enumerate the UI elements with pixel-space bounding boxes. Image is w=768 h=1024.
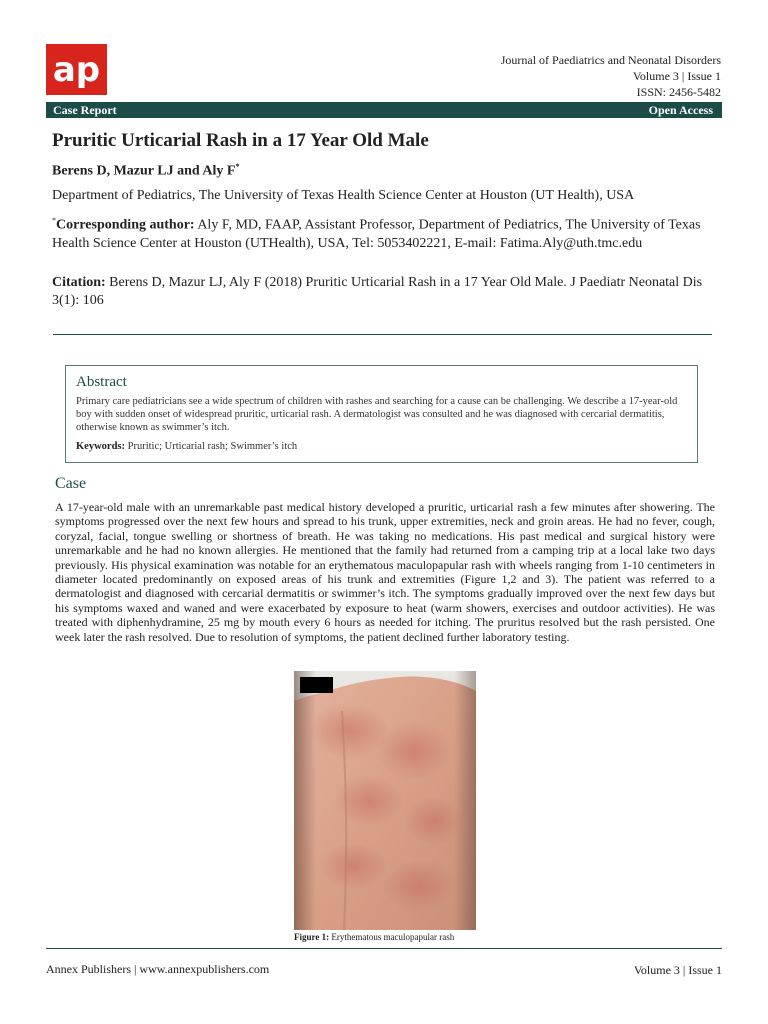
- citation-text: Berens D, Mazur LJ, Aly F (2018) Pruritic Urticarial Rash in a 17 Year Old Male. J Paediatr Neonatal Dis 3(1): 106: [52, 275, 703, 308]
- footer-volume-issue: Volume 3 | Issue 1: [633, 963, 722, 977]
- header-divider: [53, 334, 712, 335]
- journal-name: Journal of Paediatrics and Neonatal Disorders: [500, 53, 721, 67]
- abstract-text: Primary care pediatricians see a wide spectrum of children with rashes and searching for a cause can be challenging. We describe a 17-year-old boy with sudden onset of widespread pruritic, urticarial rash. A dermatologist was consulted and he was diagnosed with cercarial dermatitis, otherwise known as swimmer’s itch.: [76, 396, 678, 433]
- citation-label: Citation:: [52, 275, 106, 290]
- redaction-bar: [300, 677, 333, 693]
- article-type-bar: [46, 102, 722, 118]
- footer-divider: [46, 948, 722, 949]
- corr-label: Corresponding author:: [56, 217, 195, 233]
- journal-info: [501, 52, 721, 100]
- abstract-heading: Abstract: [76, 374, 127, 390]
- case-heading: Case: [55, 475, 87, 492]
- abstract-box: [65, 365, 698, 463]
- citation: [52, 274, 718, 310]
- article-title: Pruritic Urticarial Rash in a 17 Year Old Male: [52, 130, 429, 151]
- journal-issn: ISSN: 2456-5482: [636, 85, 721, 99]
- footer-publisher: Annex Publishers | www.annexpublishers.com: [46, 962, 270, 976]
- figure-1-image: [294, 671, 476, 930]
- patient-back-photo: [294, 671, 476, 930]
- annex-publishers-logo: [46, 44, 107, 95]
- ap-logo-icon: [46, 44, 107, 95]
- affiliation: Department of Pediatrics, The University of Texas Health Science Center at Houston (UT Health), USA: [52, 188, 635, 203]
- author-list: [52, 162, 239, 180]
- keywords-label: Keywords:: [76, 441, 125, 452]
- journal-volume-issue: Volume 3 | Issue 1: [632, 69, 721, 83]
- article-type-label: Case Report: [53, 103, 117, 117]
- figure-caption: [294, 932, 454, 942]
- authors-text: Berens D, Mazur LJ and Aly F: [52, 163, 236, 179]
- corresponding-author: [52, 212, 718, 253]
- figure-caption-text: Erythematous maculopapular rash: [329, 932, 455, 942]
- authors-marker: *: [235, 162, 240, 171]
- keywords: [76, 440, 687, 453]
- svg-text:ap: ap: [52, 50, 101, 90]
- keywords-text: Pruritic; Urticarial rash; Swimmer’s itch: [125, 441, 298, 452]
- figure-label: Figure 1:: [294, 932, 330, 942]
- open-access-label: Open Access: [648, 103, 713, 117]
- corr-text: Aly F, MD, FAAP, Assistant Professor, Department of Pediatrics, The University of Texas Health Science Center at Houston (UTHealth), USA, Tel: 5053402221, E-mail: Fatima.Aly@uth.tmc.edu: [52, 217, 701, 251]
- case-text: A 17-year-old male with an unremarkable past medical history developed a pruritic, urticarial rash a few minutes after showering. The symptoms progressed over the next few hours and spread to his trunk, upper extremities, neck and groin areas. He had no fever, cough, coryzal, facial, tongue swelling or shortness of breath. He was taking no medications. His past medical and surgical history were unremarkable and he had no known allergies. He mentioned that the family had returned from a camping trip at a local lake two days previously. His physical examination was notable for an erythematous maculopapular rash with wheels ranging from 1-10 centimeters in diameter located predominantly on exposed areas of his trunk and extremities (Figure 1,2 and 3). The patient was referred to a dermatologist and diagnosed with cercarial dermatitis or swimmer’s itch. The symptoms gradually improved over the next few days but his symptoms waxed and waned and were exacerbated by exposure to heat (warm showers, exercises and outdoor activities). He was treated with diphenhydramine, 25 mg by mouth every 6 hours as needed for itching. The pruritus resolved but the rash persisted. One week later the rash resolved. Due to resolution of symptoms, the patient declined further laboratory testing.: [55, 500, 715, 644]
- corr-marker: *: [52, 216, 56, 225]
